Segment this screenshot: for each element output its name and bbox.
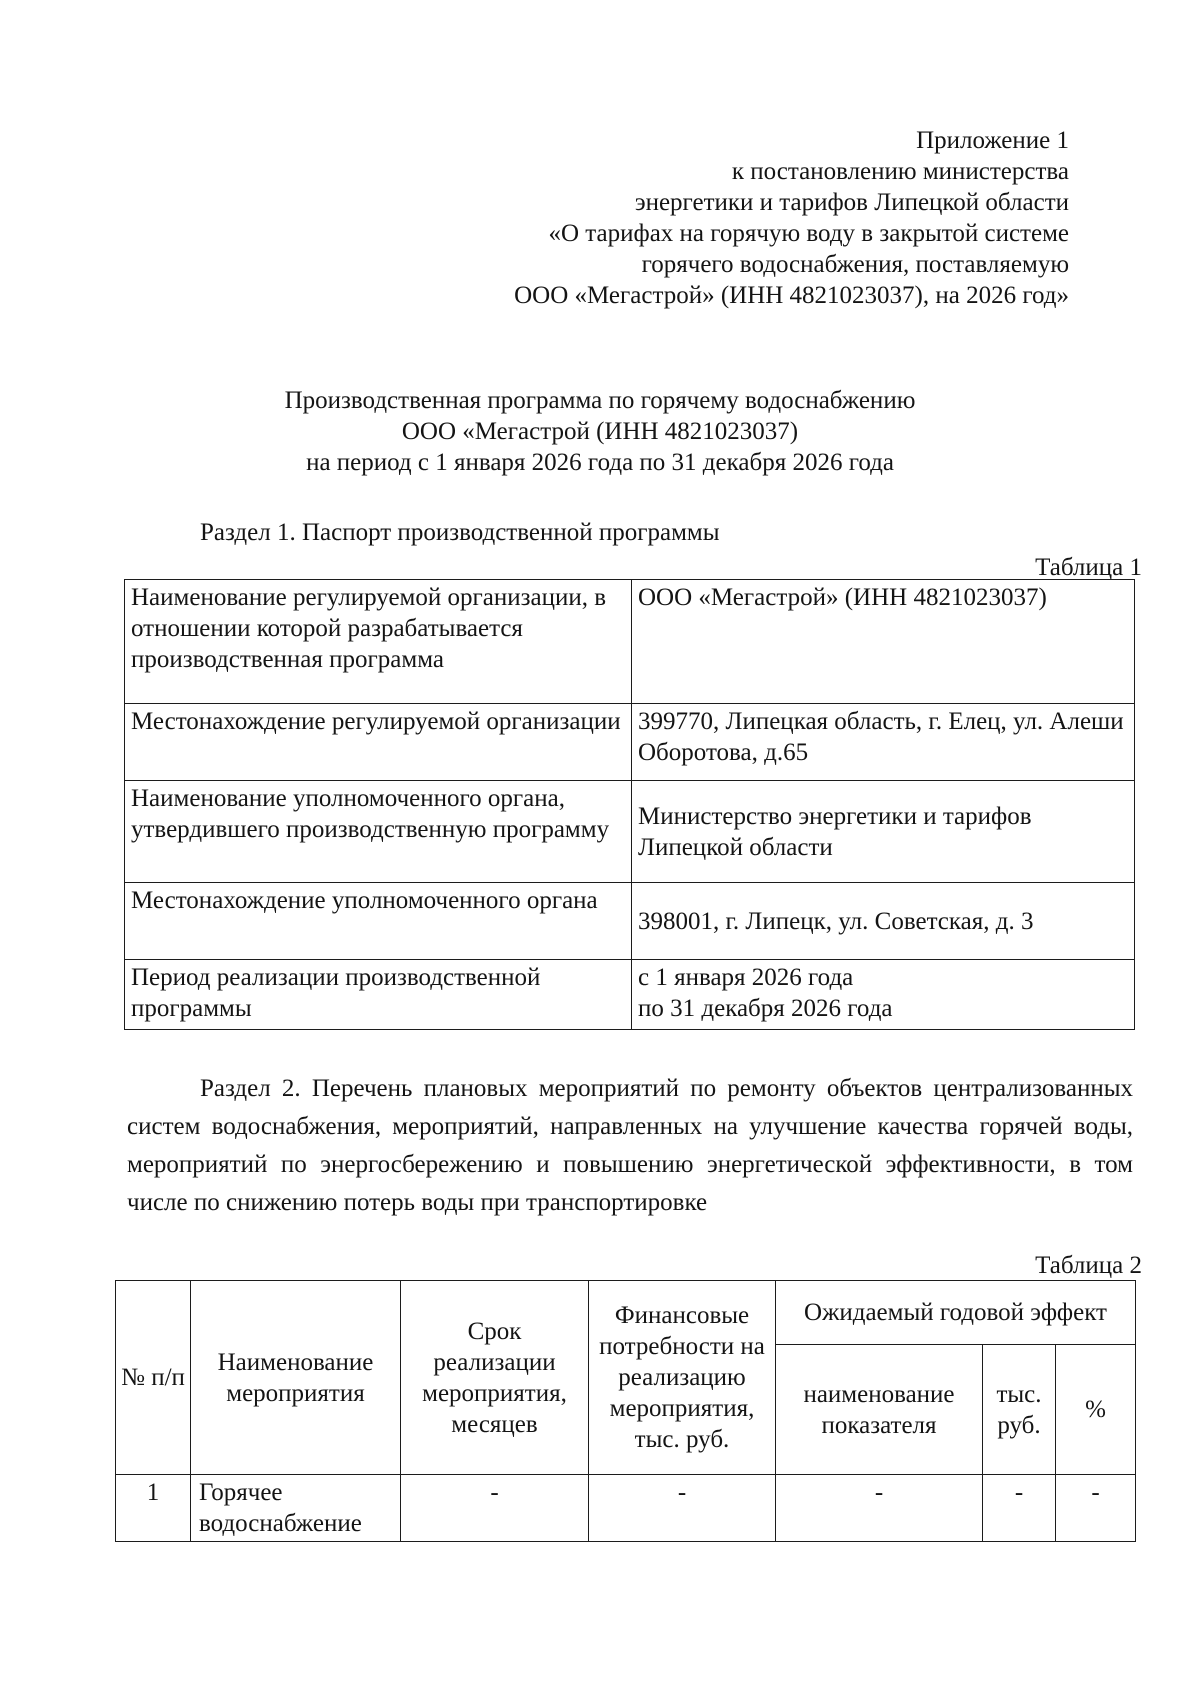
annex-line: Приложение 1 [916,127,1069,154]
annex-line: энергетики и тарифов Липецкой области [634,189,1069,216]
table-row [125,580,1135,704]
section1-heading: Раздел 1. Паспорт производственной программы [200,519,720,546]
passport-label: Наименование регулируемой организации, в отношении которой разрабатывается производственная программа [125,580,632,704]
table-row [125,781,1135,883]
section2-heading: Раздел 2. Перечень плановых мероприятий по ремонту объектов централизованных систем водоснабжения, мероприятий, направленных на улучшение качества горячей воды, мероприятий по энергосбережению и повышению энергетической эффективности, в том числе по снижению потерь воды при транспортировке [127,1075,1133,1216]
period-end: по 31 декабря 2026 года [638,995,893,1022]
passport-value: 398001, г. Липецк, ул. Советская, д. 3 [632,883,1135,960]
table2-caption: Таблица 2 [1035,1252,1142,1279]
passport-value [632,960,1135,1030]
title-line: ООО «Мегастрой (ИНН 4821023037) [401,418,799,445]
cell-name: Горячее водоснабжение [191,1475,401,1542]
col-header-term: Срок реализации мероприятия, месяцев [401,1281,589,1475]
passport-value: ООО «Мегастрой» (ИНН 4821023037) [632,580,1135,704]
col-header-effect: Ожидаемый годовой эффект [776,1281,1136,1345]
passport-value: 399770, Липецкая область, г. Елец, ул. Алеши Оборотова, д.65 [632,704,1135,781]
col-header-num: № п/п [116,1281,191,1475]
passport-label: Период реализации производственной программы [125,960,632,1030]
cell-rub: - [983,1475,1056,1542]
cell-finance: - [589,1475,776,1542]
passport-label: Местонахождение регулируемой организации [125,704,632,781]
measures-table [115,1280,1136,1542]
cell-indicator: - [776,1475,983,1542]
passport-table [124,579,1135,1030]
col-header-finance: Финансовые потребности на реализацию мероприятия, тыс. руб. [589,1281,776,1475]
col-header-indicator: наименование показателя [776,1345,983,1475]
cell-term: - [401,1475,589,1542]
table-row [125,883,1135,960]
table-row [125,704,1135,781]
table-row [116,1475,1136,1542]
passport-value: Министерство энергетики и тарифов Липецкой области [632,781,1135,883]
col-header-rub: тыс. руб. [983,1345,1056,1475]
passport-label: Местонахождение уполномоченного органа [125,883,632,960]
document-title [160,385,1040,478]
period-start: с 1 января 2026 года [638,964,854,991]
annex-line: «О тарифах на горячую воду в закрытой системе [548,220,1069,247]
annex-block [369,125,1069,311]
cell-pct: - [1056,1475,1136,1542]
table-row [125,960,1135,1030]
annex-line: ООО «Мегастрой» (ИНН 4821023037), на 2026 год» [514,282,1069,309]
title-line: Производственная программа по горячему водоснабжению [284,387,916,414]
col-header-pct: % [1056,1345,1136,1475]
table1-caption: Таблица 1 [1035,554,1142,581]
title-line: на период с 1 января 2026 года по 31 декабря 2026 года [306,449,894,476]
passport-label: Наименование уполномоченного органа, утвердившего производственную программу [125,781,632,883]
annex-line: к постановлению министерства [731,158,1069,185]
col-header-name: Наименование мероприятия [191,1281,401,1475]
header-row [116,1281,1136,1345]
annex-line: горячего водоснабжения, поставляемую [641,251,1069,278]
cell-num: 1 [116,1475,191,1542]
